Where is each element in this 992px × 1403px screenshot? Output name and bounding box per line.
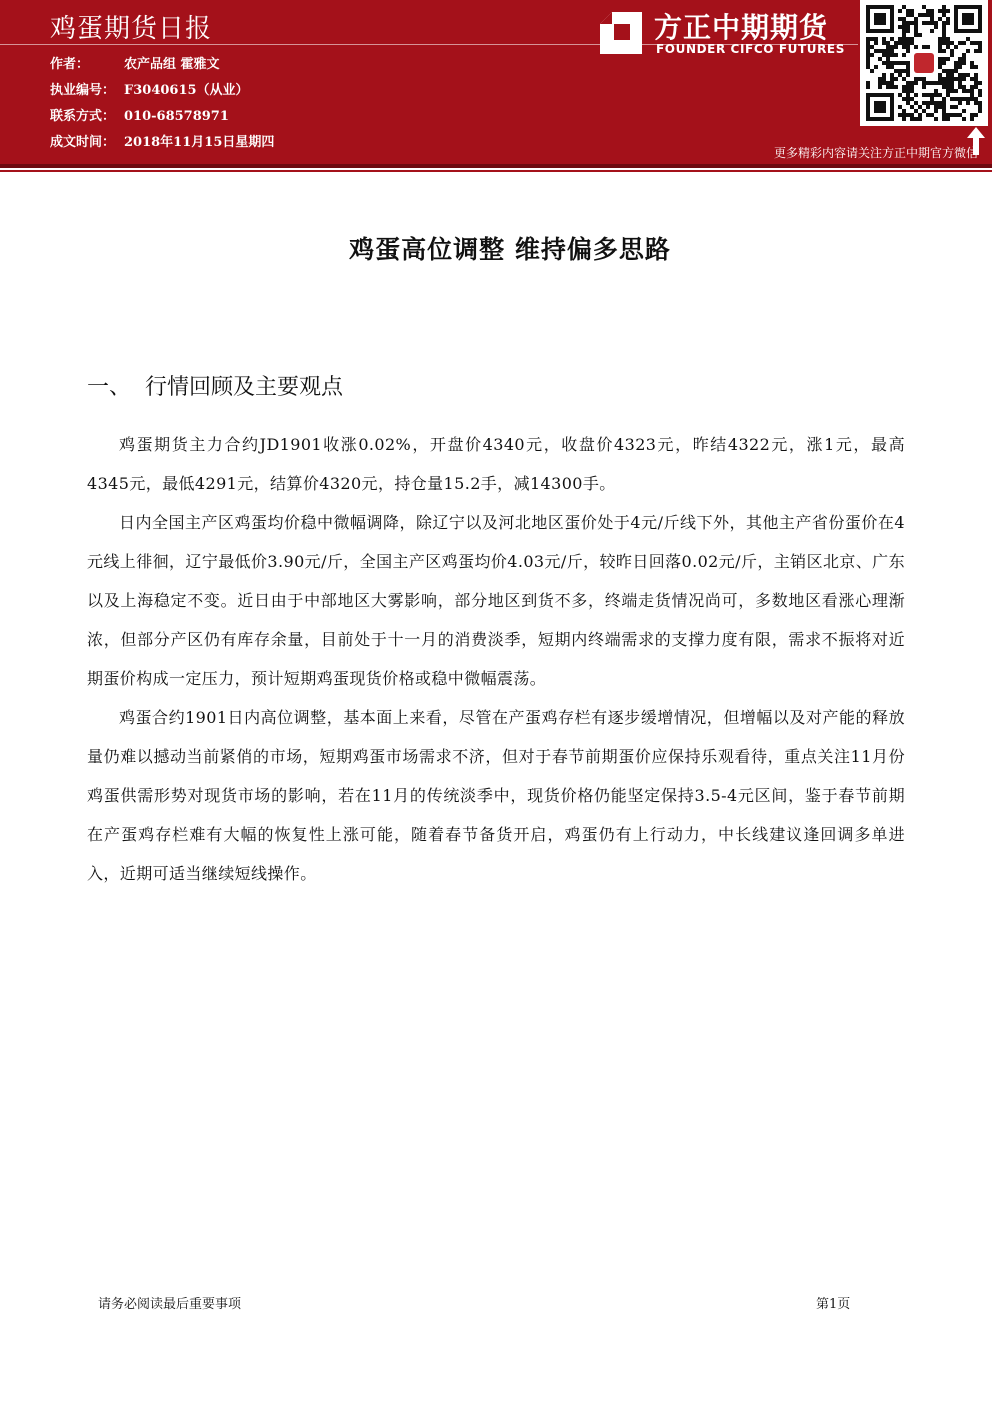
- meta-label: 作者：: [50, 57, 90, 72]
- author-meta: [50, 52, 274, 156]
- report-title: 鸡蛋期货日报: [50, 14, 213, 44]
- meta-value: F3040615（从业）: [124, 83, 249, 98]
- header-divider: [0, 164, 992, 168]
- follow-wechat-text: 更多精彩内容请关注方正中期官方微信: [773, 146, 978, 160]
- footer-disclaimer: 请务必阅读最后重要事项: [98, 1297, 242, 1312]
- paragraph-spot-market: 日内全国主产区鸡蛋均价稳中微幅调降，除辽宁以及河北地区蛋价处于4元/斤线下外，其他主产省份蛋价在4元线上徘徊，辽宁最低价3.90元/斤，全国主产区鸡蛋均价4.03元/斤，较昨日回落0.02元/斤，主销区北京、广东以及上海稳定不变。近日由于中部地区大雾影响，部分地区到货不多，终端走货情况尚可，多数地区看涨心理渐浓，但部分产区仍有库存余量，目前处于十一月的消费淡季，短期内终端需求的支撑力度有限，需求不振将对近期蛋价构成一定压力，预计短期鸡蛋现货价格或稳中微幅震荡。: [87, 513, 905, 688]
- meta-label: 执业编号：: [50, 83, 116, 98]
- document-title: 鸡蛋高位调整 维持偏多思路: [349, 235, 671, 264]
- section-number: 一、: [87, 375, 132, 400]
- meta-value: 农产品组 霍雅文: [124, 57, 220, 72]
- page-number: 第1页: [816, 1297, 851, 1312]
- header-divider-thin: [0, 170, 992, 172]
- logo-chinese-name: 方正中期期货: [654, 11, 829, 44]
- report-content: [87, 425, 905, 893]
- meta-contact: [50, 104, 274, 130]
- founder-logo-icon: [598, 10, 644, 56]
- meta-value: 010-68578971: [124, 109, 229, 124]
- meta-license: [50, 78, 274, 104]
- section-heading: [87, 370, 343, 401]
- logo-english-name: FOUNDER CIFCO FUTURES: [656, 42, 845, 56]
- qr-code-icon: [866, 5, 982, 121]
- wechat-qr-code: [860, 0, 988, 126]
- paragraph-outlook: 鸡蛋合约1901日内高位调整，基本面上来看，尽管在产蛋鸡存栏有逐步缓增情况，但增幅以及对产能的释放量仍难以撼动当前紧俏的市场，短期鸡蛋市场需求不济，但对于春节前期蛋价应保持乐观看待，重点关注11月份鸡蛋供需形势对现货市场的影响，若在11月的传统淡季中，现货价格仍能坚定保持3.5-4元区间，鉴于春节前期在产蛋鸡存栏难有大幅的恢复性上涨可能，随着春节备货开启，鸡蛋仍有上行动力，中长线建议逢回调多单进入，近期可适当继续短线操作。: [87, 708, 905, 883]
- report-header: [0, 0, 992, 164]
- meta-date: [50, 130, 274, 156]
- meta-label: 成文时间：: [50, 135, 116, 150]
- meta-author: [50, 52, 274, 78]
- meta-value: 2018年11月15日星期四: [124, 135, 275, 150]
- company-logo: [598, 6, 854, 62]
- paragraph-market-summary: 鸡蛋期货主力合约JD1901收涨0.02%，开盘价4340元，收盘价4323元，昨结4322元，涨1元，最高4345元，最低4291元，结算价4320元，持仓量15.2手，减14300手。: [87, 435, 905, 493]
- section-title: 行情回顾及主要观点: [145, 375, 344, 400]
- meta-label: 联系方式：: [50, 109, 116, 124]
